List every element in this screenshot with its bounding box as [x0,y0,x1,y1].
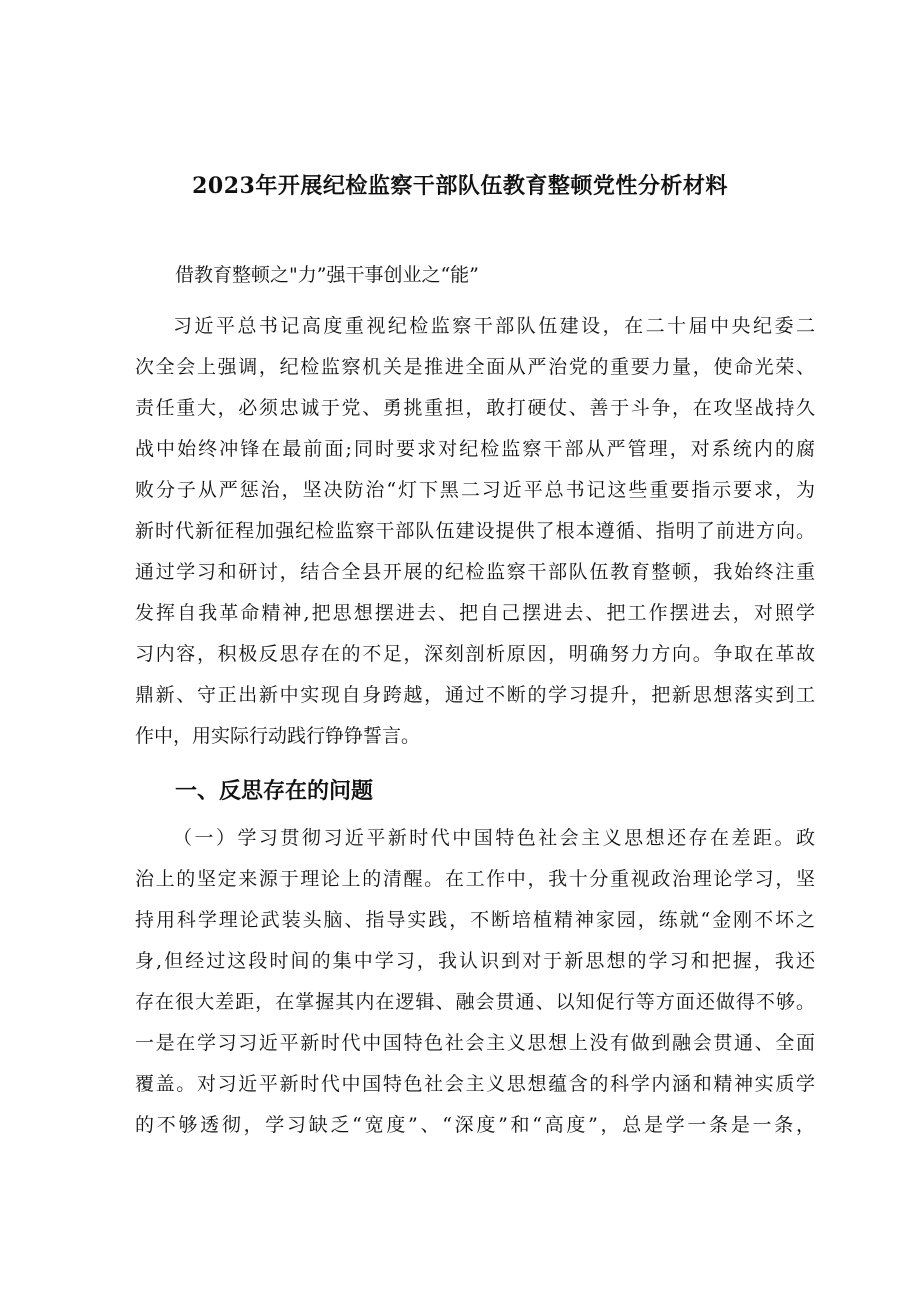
paragraph-line: 习近平总书记高度重视纪检监察干部队伍建设，在二十届中央纪委二 [173,315,815,337]
paragraph-line: 责任重大，必须忠诚于党、勇挑重担，敢打硬仗、善于斗争，在攻坚战持久 [135,397,815,419]
section-paragraph [135,818,815,1146]
paragraph-line: 持用科学理论武装头脑、指导实践，不断培植精神家园，练就“金刚不坏之 [135,909,815,931]
document-title: 2023年开展纪检监察干部队伍教育整顿党性分析材料 [192,173,728,199]
paragraph-line: 一是在学习习近平新时代中国特色社会主义思想上没有做到融会贯通、全面 [135,1032,815,1054]
paragraph-line: 发挥自我革命精神,把思想摆进去、把自己摆进去、把工作摆进去，对照学 [135,602,815,624]
paragraph-line: 作中，用实际行动践行铮铮誓言。 [135,725,421,747]
paragraph-line: 存在很大差距，在掌握其内在逻辑、融会贯通、以知促行等方面还做得不够。 [135,991,815,1013]
paragraph-line: 的不够透彻，学习缺乏“宽度”、“深度”和“高度”，总是学一条是一条， [135,1114,815,1136]
paragraph-line: 覆盖。对习近平新时代中国特色社会主义思想蕴含的科学内涵和精神实质学 [135,1073,815,1095]
intro-paragraph [135,306,815,757]
paragraph-line: 鼎新、守正出新中实现自身跨越，通过不断的学习提升，把新思想落实到工 [135,684,815,706]
paragraph-line: 习内容，积极反思存在的不足，深刻剖析原因，明确努力方向。争取在革故 [135,643,815,665]
paragraph-line: （一）学习贯彻习近平新时代中国特色社会主义思想还存在差距。政 [173,827,815,849]
paragraph-line: 战中始终冲锋在最前面;同时要求对纪检监察干部从严管理，对系统内的腐 [135,438,815,460]
paragraph-line: 败分子从严惩治，坚决防治“灯下黑二习近平总书记这些重要指示要求，为 [135,479,815,501]
paragraph-line: 新时代新征程加强纪检监察干部队伍建设提供了根本遵循、指明了前进方向。 [135,520,815,542]
paragraph-line: 次全会上强调，纪检监察机关是推进全面从严治党的重要力量，使命光荣、 [135,356,815,378]
paragraph-line: 治上的坚定来源于理论上的清醒。在工作中，我十分重视政治理论学习，坚 [135,868,815,890]
document-subtitle: 借教育整顿之"力”强干事创业之“能” [175,264,479,286]
section-heading: 一、反思存在的问题 [175,779,374,804]
paragraph-line: 通过学习和研讨，结合全县开展的纪检监察干部队伍教育整顿，我始终注重 [135,561,815,583]
paragraph-line: 身,但经过这段时间的集中学习，我认识到对于新思想的学习和把握，我还 [135,950,815,972]
